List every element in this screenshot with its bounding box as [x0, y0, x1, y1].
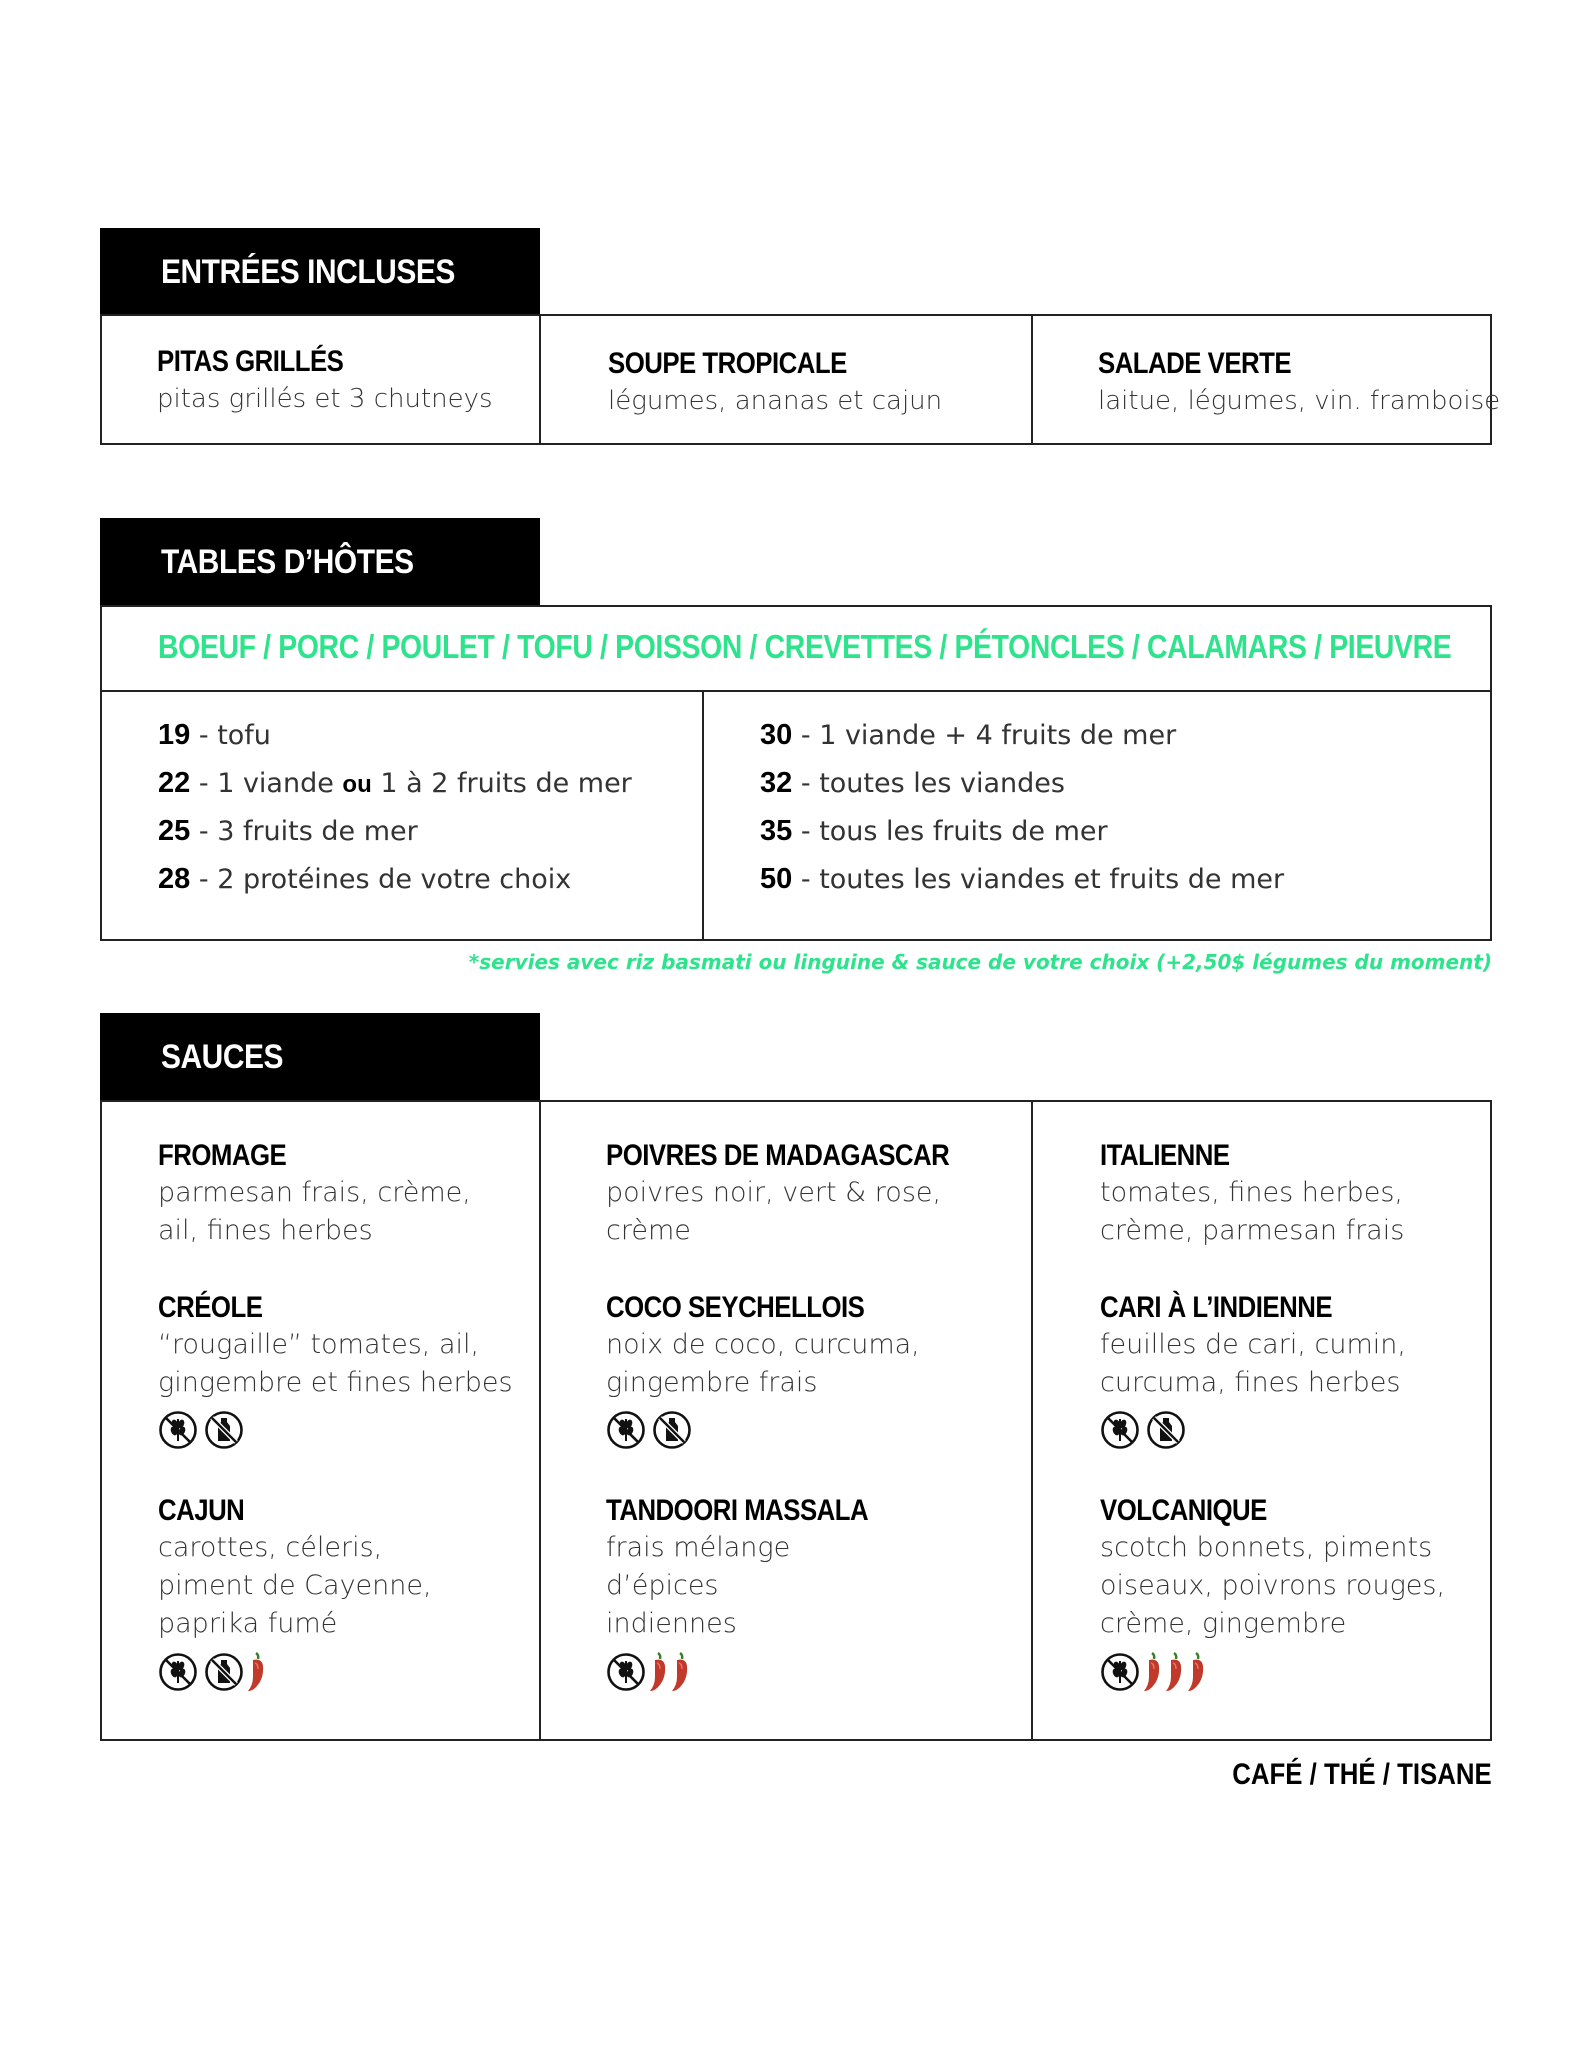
lactose-free-icon	[652, 1410, 692, 1450]
sauce-item	[1100, 1138, 1404, 1250]
price-desc: tous les fruits de mer	[819, 816, 1108, 847]
beverages-line: CAFÉ / THÉ / TISANE	[1232, 1758, 1492, 1791]
sauce-item	[606, 1138, 1005, 1250]
price: 19	[158, 719, 191, 751]
sauce-item	[158, 1290, 513, 1450]
sauce-item	[158, 1138, 471, 1250]
divider	[702, 690, 704, 941]
sauce-desc-line: poivres noir, vert & rose,	[606, 1177, 942, 1208]
chili-pepper-icon	[668, 1651, 690, 1693]
divider	[1031, 314, 1033, 445]
dietary-icons	[1100, 1651, 1445, 1693]
sauce-name: POIVRES DE MADAGASCAR	[606, 1139, 950, 1172]
price-row: 25 - 3 fruits de mer	[158, 815, 418, 847]
gluten-free-icon	[158, 1652, 198, 1692]
sauce-desc-line: crème, parmesan frais	[1100, 1215, 1405, 1246]
sauce-desc-line: frais mélange	[606, 1532, 791, 1563]
price-desc: toutes les viandes	[819, 768, 1065, 799]
dietary-icons	[158, 1651, 432, 1693]
price: 50	[760, 863, 793, 895]
sauce-desc-line: gingembre et fines herbes	[158, 1367, 513, 1398]
chili-pepper-icon	[244, 1651, 266, 1693]
sauce-desc-line: d’épices	[606, 1570, 719, 1601]
sauce-desc-line: carottes, céleris,	[158, 1532, 383, 1563]
entree-item	[157, 344, 493, 418]
price-desc: 3 fruits de mer	[217, 816, 418, 847]
sauce-desc-line: noix de coco, curcuma,	[606, 1329, 920, 1360]
chili-pepper-icon	[646, 1651, 668, 1693]
divider	[1031, 1100, 1033, 1741]
entree-desc: laitue, légumes, vin. framboise	[1098, 386, 1501, 416]
entree-desc: légumes, ananas et cajun	[608, 386, 943, 416]
sauce-desc-line: feuilles de cari, cumin,	[1100, 1329, 1406, 1360]
gluten-free-icon	[606, 1652, 646, 1692]
price-desc: 1 viande	[217, 768, 343, 799]
sauce-desc-line: ail, fines herbes	[158, 1215, 373, 1246]
price-row: 50 - toutes les viandes et fruits de mer	[760, 863, 1285, 895]
entree-item	[608, 346, 942, 420]
sauce-desc-line: crème	[606, 1215, 691, 1246]
chili-pepper-icon	[1162, 1651, 1184, 1693]
price-desc: tofu	[217, 720, 271, 751]
price: 35	[760, 815, 793, 847]
price-desc: toutes les viandes et fruits de mer	[819, 864, 1285, 895]
entree-name: SALADE VERTE	[1098, 347, 1292, 380]
sauce-desc-line: gingembre frais	[606, 1367, 818, 1398]
price-row: 28 - 2 protéines de votre choix	[158, 863, 572, 895]
gluten-free-icon	[606, 1410, 646, 1450]
entrees-section-title: ENTRÉES INCLUSES	[100, 228, 540, 316]
entree-desc: pitas grillés et 3 chutneys	[157, 384, 493, 414]
sauce-item	[606, 1290, 920, 1450]
protein-choices: BOEUF / PORC / POULET / TOFU / POISSON / CREVETTES / PÉTONCLES / CALAMARS / PIEUVRE	[158, 628, 1452, 665]
sauce-desc-line: oiseaux, poivrons rouges,	[1100, 1570, 1446, 1601]
dietary-icons	[606, 1651, 911, 1693]
price-row: 19 - tofu	[158, 719, 271, 751]
sauce-item	[1100, 1493, 1445, 1693]
sauce-desc-line: piment de Cayenne,	[158, 1570, 432, 1601]
price-row: 30 - 1 viande + 4 fruits de mer	[760, 719, 1177, 751]
price-desc: 1 viande + 4 fruits de mer	[819, 720, 1177, 751]
sauce-item	[1100, 1290, 1406, 1450]
gluten-free-icon	[1100, 1410, 1140, 1450]
lactose-free-icon	[204, 1410, 244, 1450]
price: 25	[158, 815, 191, 847]
price: 28	[158, 863, 191, 895]
price-row: 35 - tous les fruits de mer	[760, 815, 1108, 847]
sauce-name: TANDOORI MASSALA	[606, 1494, 869, 1527]
price-row: 22 - 1 viande ou 1 à 2 fruits de mer	[158, 767, 632, 799]
sauce-desc-line: “rougaille” tomates, ail,	[158, 1329, 480, 1360]
tables-note: *servies avec riz basmati ou linguine & sauce de votre choix (+2,50$ légumes du moment)	[468, 950, 1492, 974]
sauce-item	[606, 1493, 911, 1693]
sauce-name: ITALIENNE	[1100, 1139, 1230, 1172]
entree-name: PITAS GRILLÉS	[157, 345, 344, 378]
price: 30	[760, 719, 793, 751]
gluten-free-icon	[1100, 1652, 1140, 1692]
divider	[539, 314, 541, 445]
dietary-icons	[606, 1410, 920, 1450]
sauce-name: CAJUN	[158, 1494, 245, 1527]
tables-section-title: TABLES D’HÔTES	[100, 518, 540, 606]
sauce-name: VOLCANIQUE	[1100, 1494, 1267, 1527]
sauce-desc-line: tomates, fines herbes,	[1100, 1177, 1403, 1208]
entree-item	[1098, 346, 1500, 420]
lactose-free-icon	[204, 1652, 244, 1692]
divider	[100, 690, 1492, 692]
entree-name: SOUPE TROPICALE	[608, 347, 847, 380]
gluten-free-icon	[158, 1410, 198, 1450]
sauce-desc-line: indiennes	[606, 1608, 737, 1639]
sauce-name: CARI À L’INDIENNE	[1100, 1291, 1333, 1324]
sauce-name: COCO SEYCHELLOIS	[606, 1291, 865, 1324]
lactose-free-icon	[1146, 1410, 1186, 1450]
price-row: 32 - toutes les viandes	[760, 767, 1065, 799]
sauce-desc-line: paprika fumé	[158, 1608, 338, 1639]
sauce-desc-line: crème, gingembre	[1100, 1608, 1347, 1639]
chili-pepper-icon	[1184, 1651, 1206, 1693]
dietary-icons	[158, 1410, 513, 1450]
sauce-desc-line: scotch bonnets, piments	[1100, 1532, 1433, 1563]
sauce-item	[158, 1493, 432, 1693]
price: 32	[760, 767, 793, 799]
dietary-icons	[1100, 1410, 1406, 1450]
sauce-desc-line: curcuma, fines herbes	[1100, 1367, 1401, 1398]
sauces-section-title: SAUCES	[100, 1013, 540, 1101]
sauce-name: CRÉOLE	[158, 1291, 263, 1324]
or-word: ou	[342, 771, 372, 798]
price: 22	[158, 767, 191, 799]
price-desc: 2 protéines de votre choix	[217, 864, 572, 895]
chili-pepper-icon	[1140, 1651, 1162, 1693]
sauce-desc-line: parmesan frais, crème,	[158, 1177, 471, 1208]
sauce-name: FROMAGE	[158, 1139, 287, 1172]
divider	[539, 1100, 541, 1741]
